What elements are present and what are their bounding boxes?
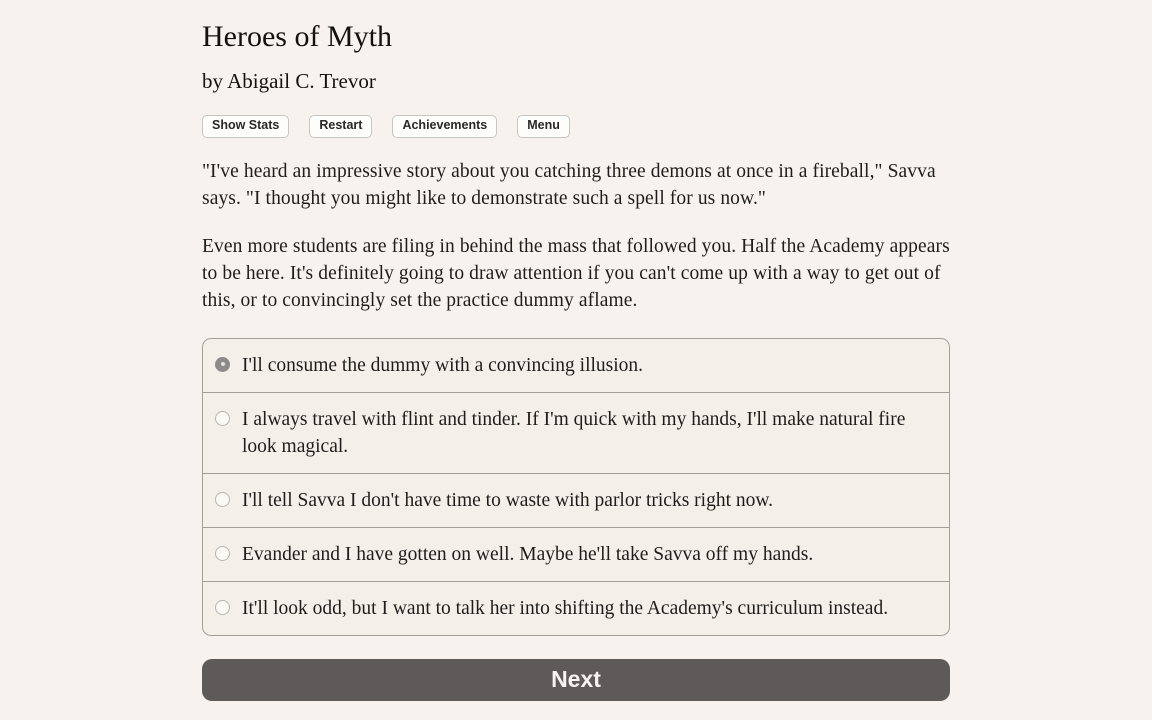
- choice-label: I'll consume the dummy with a convincing illusion.: [242, 354, 644, 376]
- achievements-button[interactable]: Achievements: [392, 115, 497, 138]
- radio-button-icon[interactable]: [215, 546, 230, 561]
- show-stats-button[interactable]: Show Stats: [202, 115, 289, 138]
- radio-button-icon[interactable]: [215, 357, 230, 372]
- radio-button-icon[interactable]: [215, 411, 230, 426]
- radio-button-icon[interactable]: [215, 600, 230, 615]
- next-button[interactable]: Next: [202, 659, 950, 701]
- toolbar: [202, 115, 950, 138]
- page-title: Heroes of Myth: [202, 20, 392, 53]
- choice-option-4[interactable]: [202, 527, 950, 582]
- story-paragraph: Even more students are filing in behind the mass that followed you. Half the Academy appears to be here. It's definitely going to draw attention if you can't come up with a way to get out of this, or to convincingly set the practice dummy aflame.: [202, 235, 950, 311]
- choice-group: [202, 338, 950, 636]
- story-paragraph: "I've heard an impressive story about you catching three demons at once in a fireball," Savva says. "I thought you might like to demonstrate such a spell for us now.": [202, 160, 936, 209]
- choice-option-1[interactable]: [202, 338, 950, 393]
- restart-button[interactable]: Restart: [309, 115, 372, 138]
- choice-label: I always travel with flint and tinder. If I'm quick with my hands, I'll make natural fire look magical.: [242, 408, 906, 457]
- choice-option-5[interactable]: [202, 581, 950, 636]
- byline: by Abigail C. Trevor: [202, 69, 376, 93]
- menu-button[interactable]: Menu: [517, 115, 570, 138]
- choice-label: Evander and I have gotten on well. Maybe he'll take Savva off my hands.: [242, 543, 814, 565]
- story-text: [202, 158, 950, 314]
- game-page: [202, 0, 950, 701]
- choice-option-2[interactable]: [202, 392, 950, 474]
- radio-button-icon[interactable]: [215, 492, 230, 507]
- choice-label: It'll look odd, but I want to talk her into shifting the Academy's curriculum instead.: [242, 597, 889, 619]
- choice-option-3[interactable]: [202, 473, 950, 528]
- choice-label: I'll tell Savva I don't have time to waste with parlor tricks right now.: [242, 489, 774, 511]
